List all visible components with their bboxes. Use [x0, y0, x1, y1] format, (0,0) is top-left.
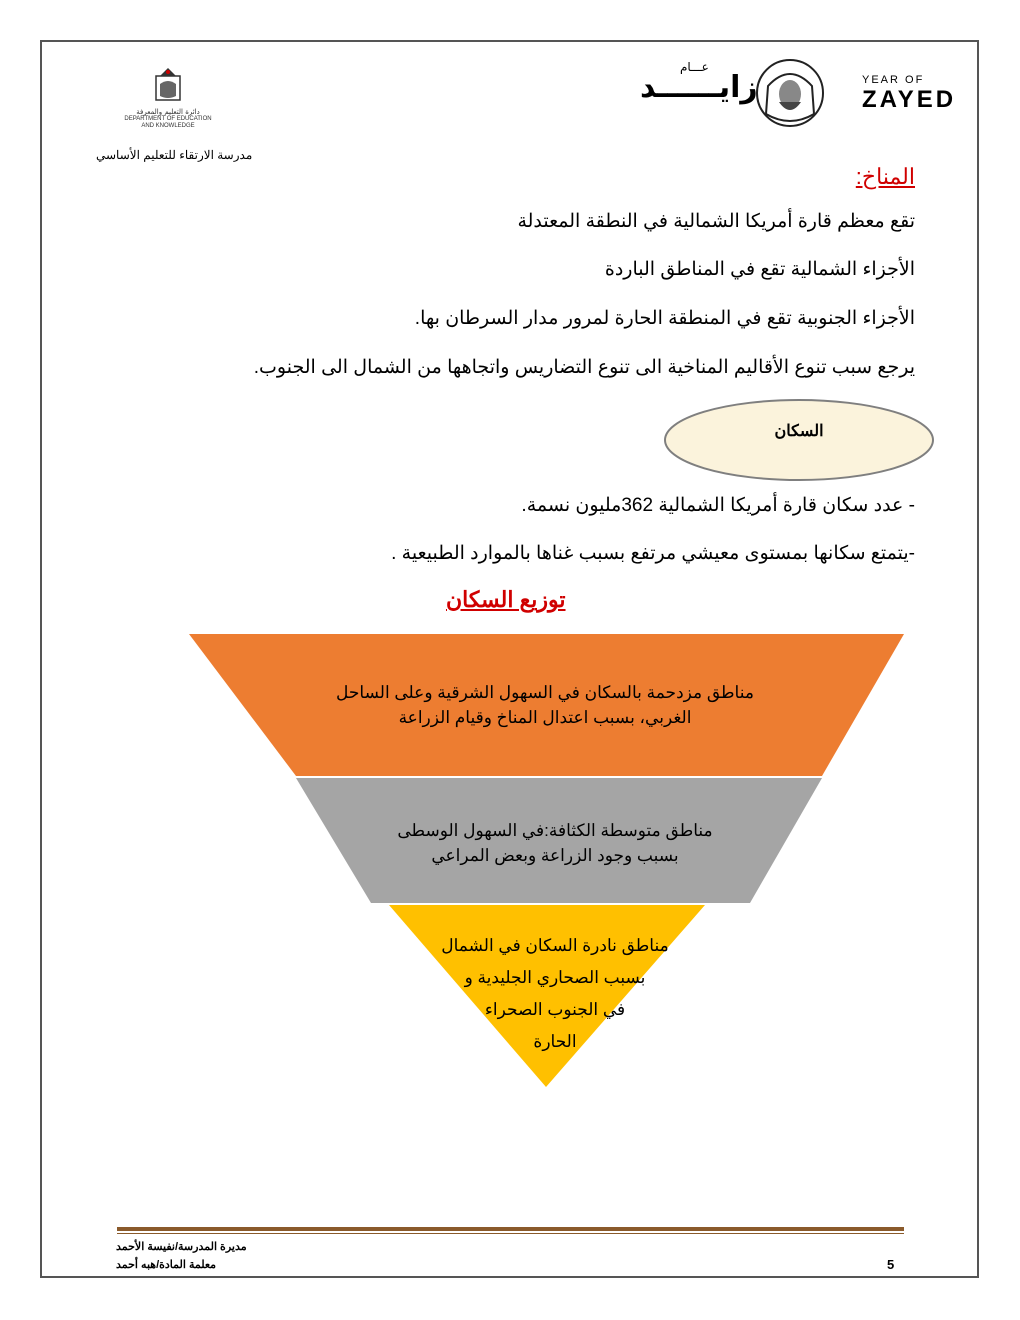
- year-of-english: YEAR OF: [862, 74, 925, 86]
- population-line-2: -يتمتع سكانها بمستوى معيشي مرتفع بسبب غناها بالموارد الطبيعية .: [391, 543, 915, 564]
- pyramid-dense-line-2: الغربي، بسبب اعتدال المناخ وقيام الزراعة: [398, 708, 692, 727]
- climate-line-2: الأجزاء الشمالية تقع في المناطق الباردة: [604, 259, 915, 280]
- zayed-english: ZAYED: [862, 86, 957, 113]
- pyramid-text-medium: [360, 818, 750, 868]
- climate-line-3: الأجزاء الجنوبية تقع في المنطقة الحارة لمرور مدار السرطان بها.: [414, 308, 915, 329]
- pyramid-sparse-line-1: مناطق نادرة السكان في الشمال: [441, 936, 669, 955]
- climate-heading: المناخ:: [855, 164, 915, 189]
- year-arabic: عـــام: [680, 60, 709, 74]
- population-oval-label: السكان: [774, 423, 824, 440]
- pyramid-text-sparse: [410, 930, 700, 1058]
- climate-line-4: يرجع سبب تنوع الأقاليم المناخية الى تنوع التضاريس واتجاهها من الشمال الى الجنوب.: [253, 357, 915, 378]
- footer-divider-thin: [117, 1233, 904, 1234]
- school-name: مدرسة الارتقاء للتعليم الأساسي: [96, 148, 253, 162]
- pyramid-medium-line-1: مناطق متوسطة الكثافة:في السهول الوسطى: [397, 821, 713, 840]
- logo-english-line2: AND KNOWLEDGE: [141, 123, 195, 129]
- footer-divider: [117, 1227, 904, 1231]
- pyramid-sparse-line-4: الحارة: [533, 1032, 577, 1051]
- logo-arabic-text: دائرة التعليم والمعرفة: [136, 108, 200, 116]
- pyramid-sparse-line-2: بسبب الصحاري الجليدية و: [464, 968, 646, 987]
- climate-line-1: تقع معظم قارة أمريكا الشمالية في النطقة المعتدلة: [517, 211, 915, 232]
- pyramid-medium-line-2: بسبب وجود الزراعة وبعض المراعي: [431, 846, 679, 865]
- pyramid-dense-line-1: مناطق مزدحمة بالسكان في السهول الشرقية وعلى الساحل: [336, 683, 754, 702]
- page-number: 5: [887, 1257, 895, 1272]
- distribution-title: توزيع السكان: [446, 587, 566, 612]
- pyramid-sparse-line-3: في الجنوب الصحراء: [484, 1000, 626, 1019]
- pyramid-text-dense: [300, 680, 790, 730]
- population-line-1: - عدد سكان قارة أمريكا الشمالية 362مليون نسمة.: [521, 495, 915, 516]
- footer-principal: مديرة المدرسة/نفيسة الأحمد: [116, 1241, 247, 1253]
- logo-english-line1: DEPARTMENT OF EDUCATION: [124, 116, 212, 122]
- zayed-arabic: زايــــــد: [640, 70, 758, 105]
- footer-teacher: معلمة المادة/هبه أحمد: [116, 1259, 217, 1271]
